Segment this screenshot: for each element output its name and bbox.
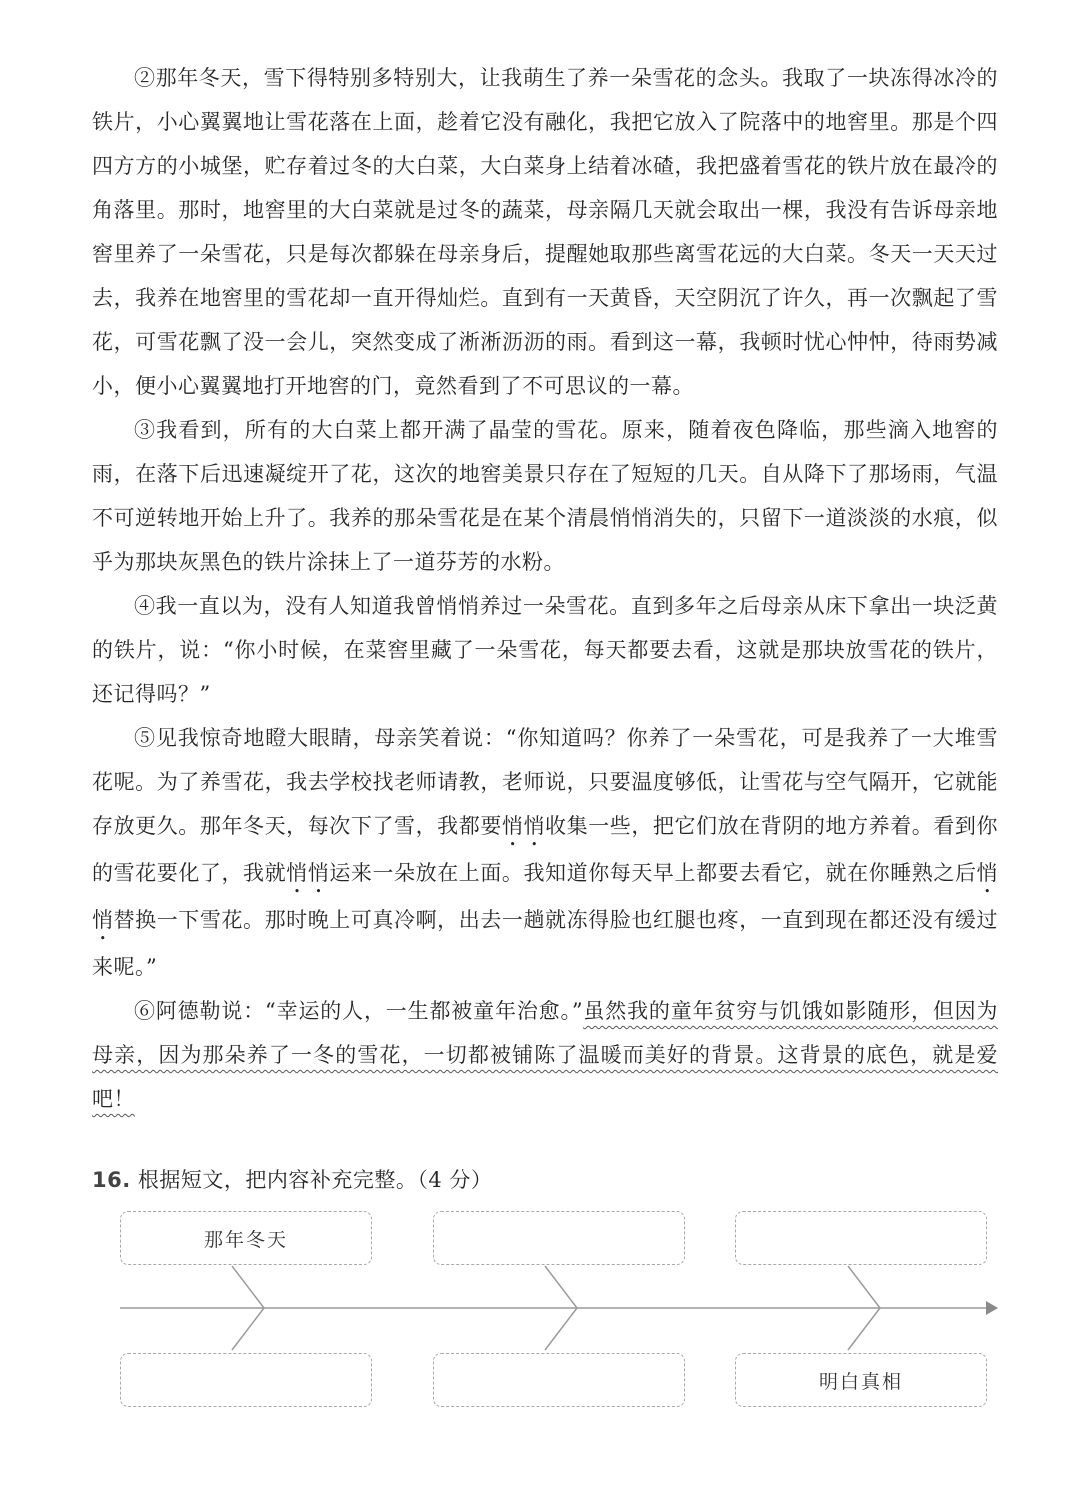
branch-3	[848, 1266, 880, 1350]
answer-box-top-3[interactable]	[735, 1211, 987, 1265]
answer-box-top-2[interactable]	[433, 1211, 685, 1265]
paragraph-2: ②那年冬天，雪下得特别多特别大，让我萌生了养一朵雪花的念头。我取了一块冻得冰冷的铁片，小心翼翼地让雪花落在上面，趁着它没有融化，我把它放入了院落中的地窖里。那是个四四方方的小城堡，贮存着过冬的大白菜，大白菜身上结着冰碴，我把盛着雪花的铁片放在最冷的角落里。那时，地窖里的大白菜就是过冬的蔬菜，母亲隔几天就会取出一棵，我没有告诉母亲地窖里养了一朵雪花，只是每次都躲在母亲身后，提醒她取那些离雪花远的大白菜。冬天一天天过去，我养在地窖里的雪花却一直开得灿烂。直到有一天黄昏，天空阴沉了许久，再一次飘起了雪花，可雪花飘了没一会儿，突然变成了淅淅沥沥的雨。看到这一幕，我顿时忧心忡忡，待雨势减小，便小心翼翼地打开地窖的门，竟然看到了不可思议的一幕。	[92, 66, 998, 398]
emphasized-word-3: 悄悄	[92, 861, 999, 932]
paragraph-6-quote: ⑥阿德勒说：“幸运的人，一生都被童年治愈。”	[134, 999, 584, 1023]
timeline-arrowhead	[986, 1301, 998, 1315]
paragraph-4: ④我一直以为，没有人知道我曾悄悄养过一朵雪花。直到多年之后母亲从床下拿出一块泛黄的铁片，说：“你小时候，在菜窖里藏了一朵雪花，每天都要去看，这就是那块放雪花的铁片，还记得吗？”	[92, 594, 998, 706]
question-16	[92, 1158, 492, 1202]
emphasized-word-2: 悄悄	[286, 861, 330, 885]
answer-box-top-1: 那年冬天	[120, 1211, 372, 1265]
question-number: 16.	[92, 1168, 131, 1192]
paragraph-5-part-d: 替换一下雪花。那时晚上可真冷啊，出去一趟就冻得脸也红腿也疼，一直到现在都还没有缓过来呢。”	[92, 908, 999, 979]
paragraph-5-part-b: 收集一些，把它们放在背阴的地方养着。看到你的雪花要化了，我就	[92, 814, 999, 885]
paragraph-6	[92, 989, 998, 1121]
branch-2	[545, 1266, 577, 1350]
answer-box-bottom-3: 明白真相	[735, 1353, 987, 1407]
answer-box-bottom-1[interactable]	[120, 1353, 372, 1407]
passage	[92, 56, 998, 1121]
emphasized-word-1: 悄悄	[501, 814, 546, 838]
paragraph-5-part-a: ⑤见我惊奇地瞪大眼睛，母亲笑着说：“你知道吗？你养了一朵雪花，可是我养了一大堆雪花呢。为了养雪花，我去学校找老师请教，老师说，只要温度够低，让雪花与空气隔开，它就能存放更久。那年冬天，每次下了雪，我都要	[92, 726, 998, 838]
wavy-underlined-sentence: 虽然我的童年贫穷与饥饿如影随形，但因为母亲，因为那朵养了一冬的雪花，一切都被铺陈了温暖而美好的背景。这背景的底色，就是爱吧！	[92, 999, 998, 1111]
question-text: 根据短文，把内容补充完整。（4 分）	[130, 1168, 493, 1192]
paragraph-5-part-c: 运来一朵放在上面。我知道你每天早上都要去看它，就在你睡熟之后	[329, 861, 977, 885]
branch-1	[232, 1266, 264, 1350]
answer-box-bottom-2[interactable]	[433, 1353, 685, 1407]
paragraph-3: ③我看到，所有的大白菜上都开满了晶莹的雪花。原来，随着夜色降临，那些滴入地窖的雨，在落下后迅速凝绽开了花，这次的地窖美景只存在了短短的几天。自从降下了那场雨，气温不可逆转地开始上升了。我养的那朵雪花是在某个清晨悄悄消失的，只留下一道淡淡的水痕，似乎为那块灰黑色的铁片涂抹上了一道芬芳的水粉。	[92, 418, 998, 574]
paragraph-5	[92, 716, 998, 989]
